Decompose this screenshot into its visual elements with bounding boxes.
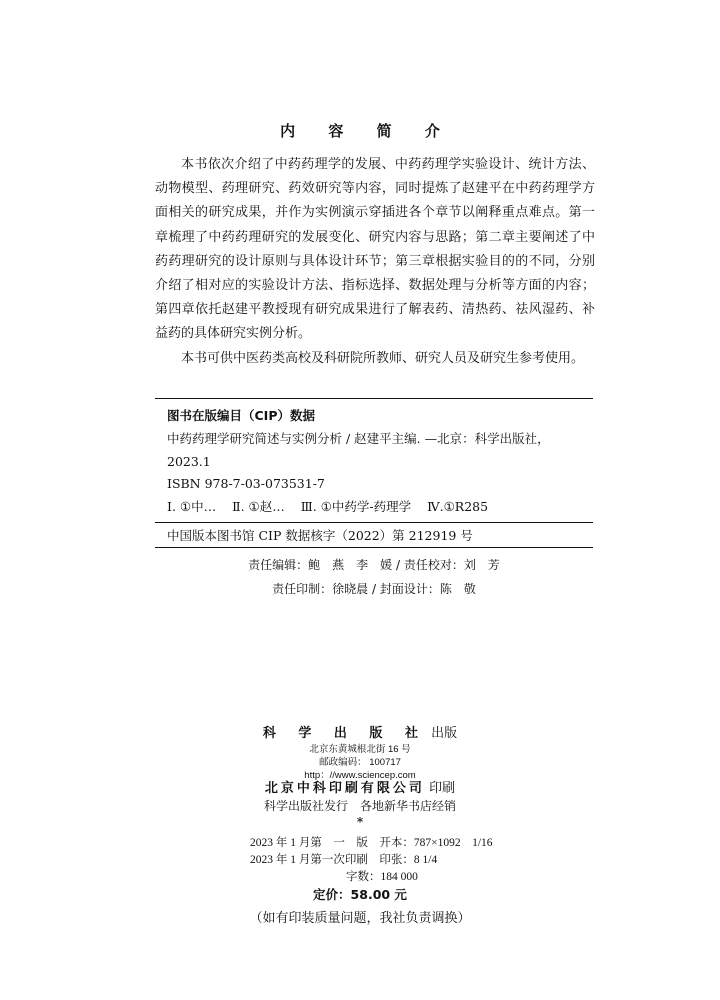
price: 定价：58.00 元 [313, 887, 407, 902]
edition-info [250, 835, 510, 886]
editors-line-1: 责任编辑：鲍 燕 李 媛 / 责任校对：刘 芳 [248, 558, 500, 572]
cip-class-4: Ⅳ.①R285 [427, 498, 489, 514]
cip-entry [155, 428, 593, 518]
quality-notice: （如有印装质量问题，我社负责调换） [249, 911, 471, 926]
publisher-line [0, 722, 720, 741]
cip-classification [167, 496, 593, 519]
cip-block [155, 398, 593, 548]
cip-class-2: Ⅱ. ①赵… [232, 498, 285, 514]
printer-line [0, 777, 720, 796]
printer-name: 北京中科印刷有限公司 [264, 781, 425, 796]
edition-line-3: 字数：184 000 [346, 871, 418, 883]
cip-title-line: 中药药理学研究简述与实例分析 / 赵建平主编. —北京：科学出版社， [167, 431, 550, 446]
edition-line-2: 2023 年 1 月第一次印刷 印张：8 1/4 [250, 854, 438, 866]
cip-date-line: 2023.1 [167, 453, 211, 469]
publisher-website: http：//www.sciencep.com [304, 770, 416, 781]
cip-isbn: ISBN 978-7-03-073531-7 [167, 476, 325, 491]
publisher-address: 北京东黄城根北街 16 号 [309, 744, 411, 755]
cip-heading: 图书在版编目（CIP）数据 [167, 408, 315, 423]
publisher-postcode: 邮政编码： 100717 [319, 757, 401, 768]
summary-paragraph: 本书依次介绍了中药药理学的发展、中药药理学实验设计、统计方法、动物模型、药理研究、药效研究等内容，同时提炼了赵建平在中药药理学方面相关的研究成果，并作为实例演示穿插进各个章节以阐释重点难点。第一章梳理了中药药理研究的发展变化、研究内容与思路；第二章主要阐述了中药药理研究的设计原则与具体设计环节；第三章根据实验目的的不同，分别介绍了相对应的实验设计方法、指标选择、数据处理与分析等方面的内容；第四章依托赵建平教授现有研究成果进行了解表药、清热药、祛风湿药、补益药的具体研究实例分析。 [155, 157, 595, 342]
editors-line-2: 责任印制：徐晓晨 / 封面设计：陈 敬 [272, 582, 476, 596]
publisher-name: 科 学 出 版 社 [262, 726, 427, 741]
summary-text [155, 153, 595, 371]
printer-suffix: 印刷 [429, 781, 456, 796]
separator-star: * [356, 815, 364, 829]
cip-class-3: Ⅲ. ①中药学-药理学 [300, 498, 412, 514]
cip-bottom-rule [155, 547, 593, 548]
publisher-suffix: 出版 [431, 726, 458, 741]
distribution-line: 科学出版社发行 各地新华书店经销 [263, 799, 456, 813]
summary-title: 内 容 简 介 [280, 122, 454, 140]
edition-line-1: 2023 年 1 月第 一 版 开本：787×1092 1/16 [250, 837, 493, 849]
summary-paragraph: 本书可供中医药类高校及科研院所教师、研究人员及研究生参考使用。 [181, 350, 585, 366]
cip-record-number: 中国版本图书馆 CIP 数据核字（2022）第 212919 号 [167, 528, 473, 543]
cip-class-1: Ⅰ. ①中… [167, 498, 217, 514]
